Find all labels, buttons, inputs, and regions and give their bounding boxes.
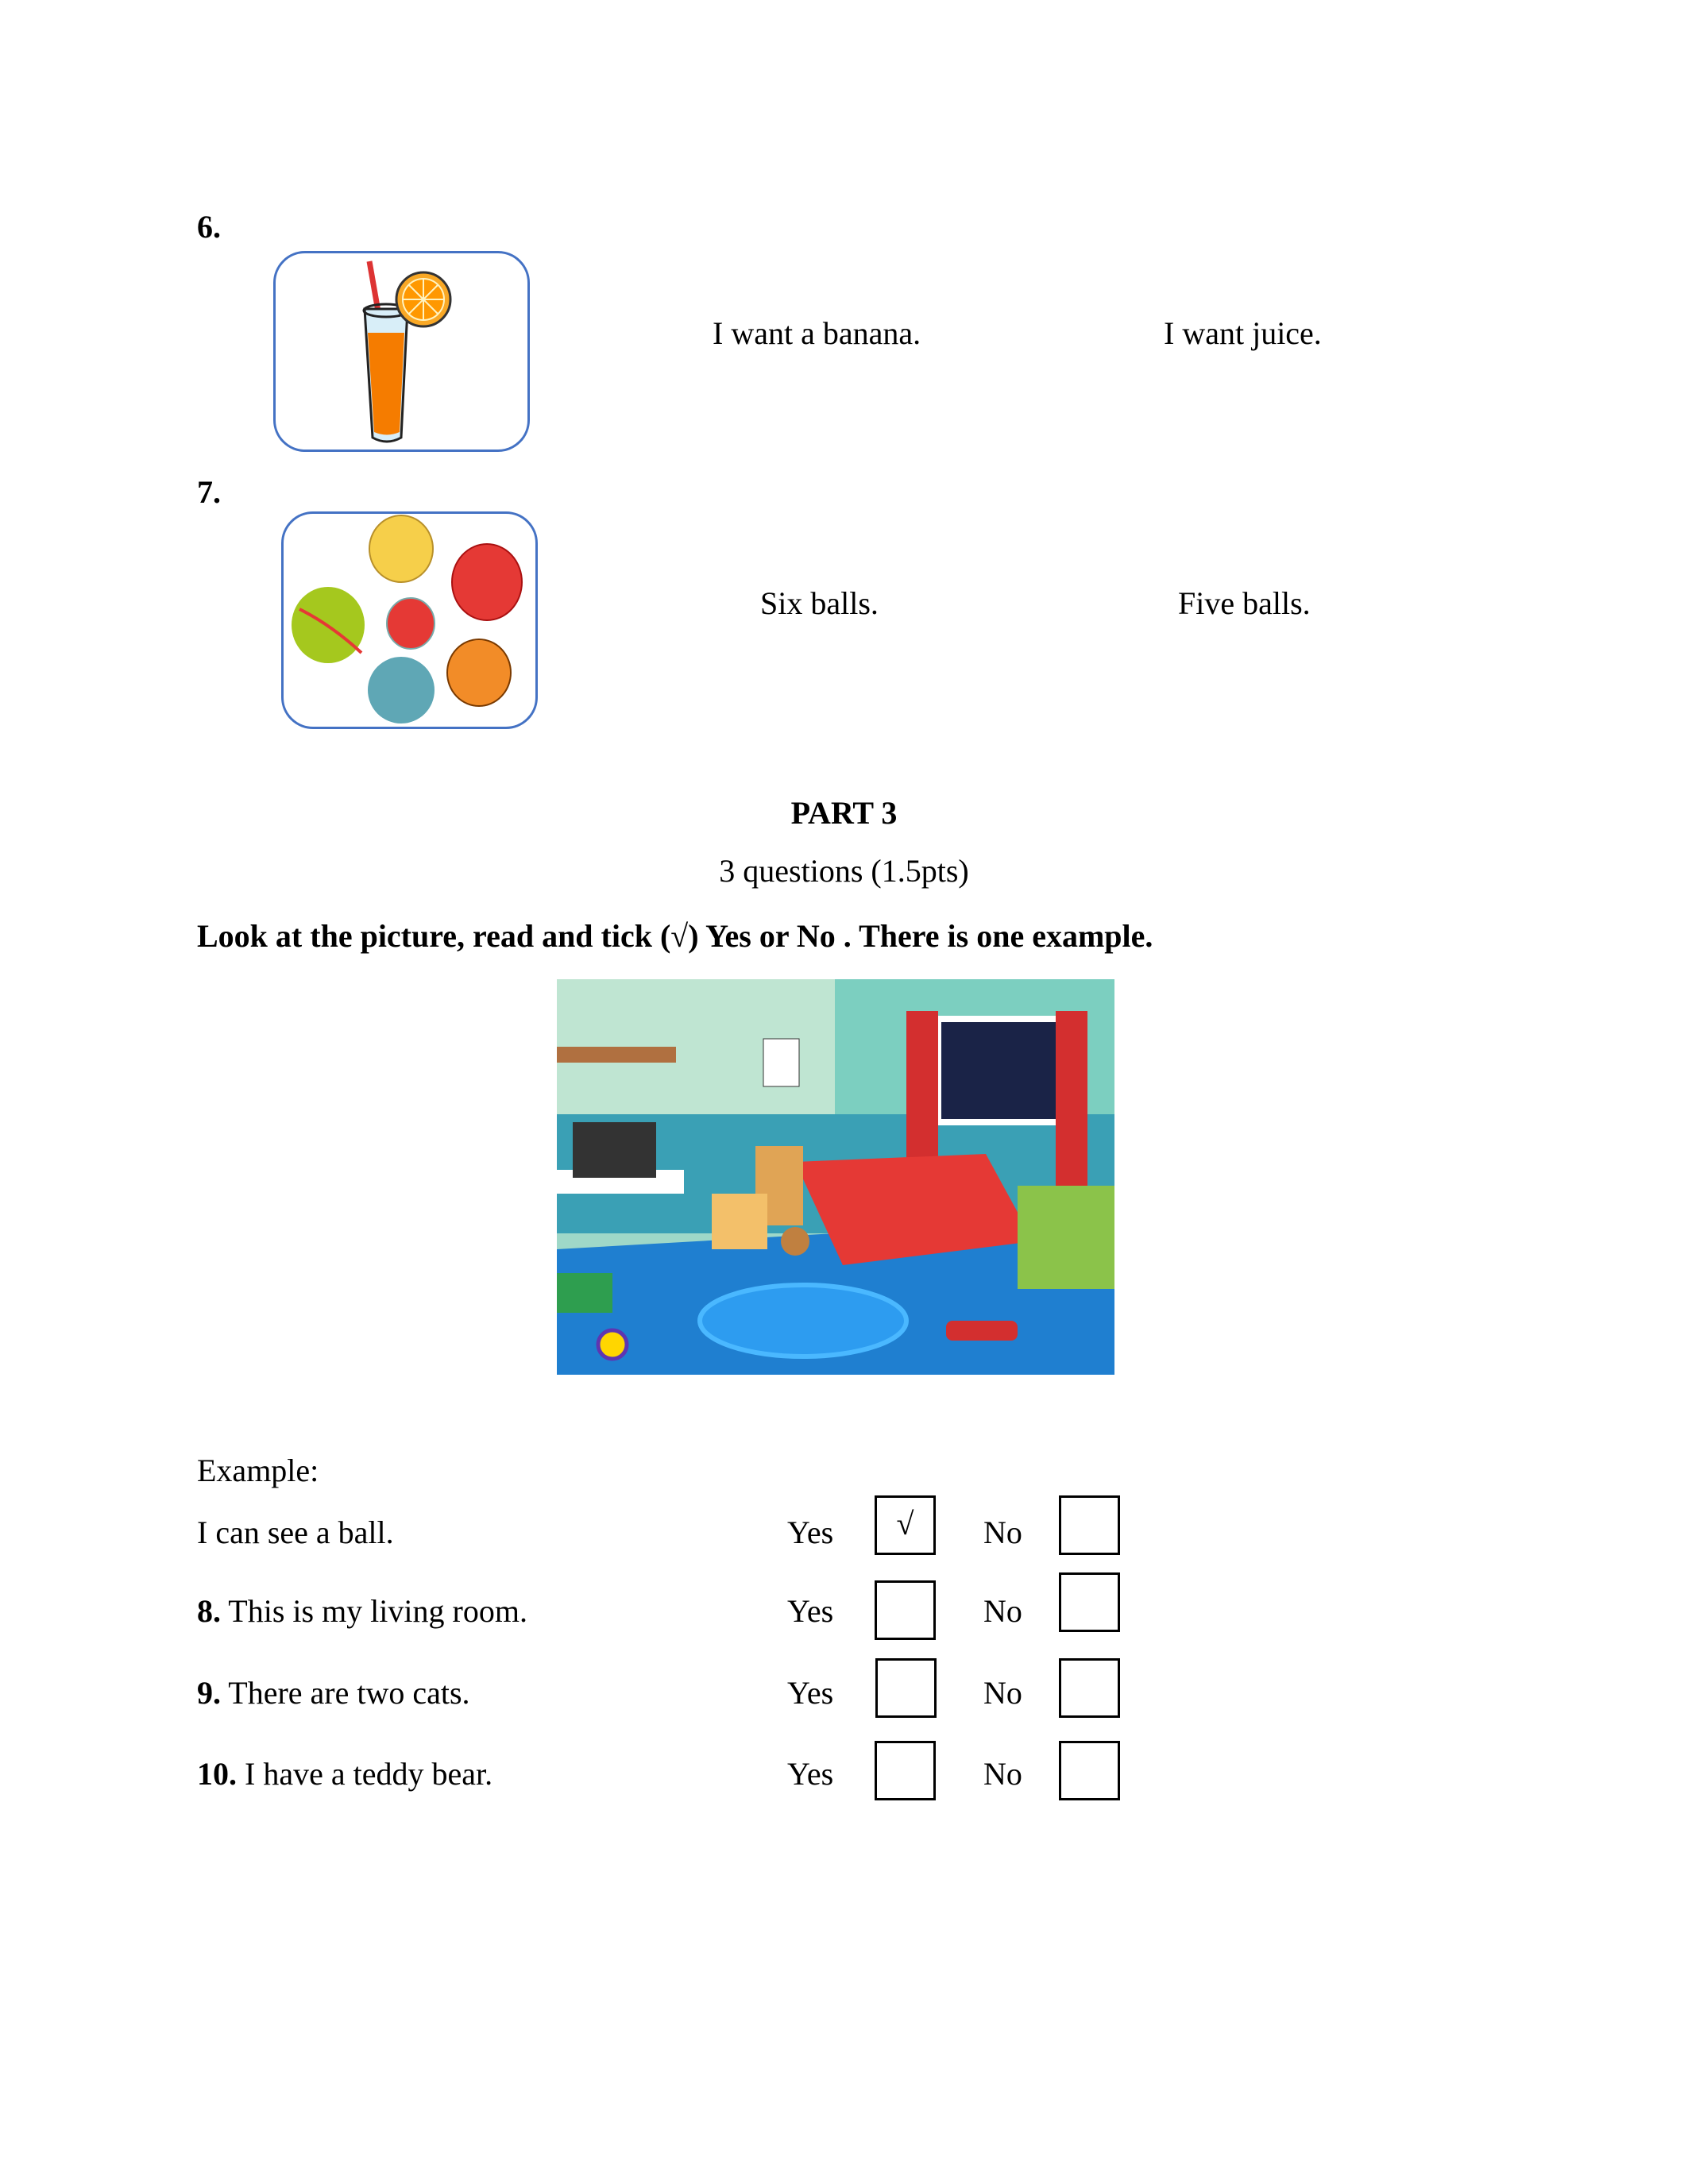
question-text (197, 1592, 527, 1630)
question-sentence: This is my living room. (221, 1593, 527, 1629)
option-7b[interactable]: Five balls. (1178, 585, 1311, 621)
yes-checkbox[interactable] (875, 1580, 936, 1640)
yes-label: Yes (787, 1675, 834, 1711)
question-text (197, 1514, 394, 1552)
example-label: Example: (197, 1453, 319, 1488)
no-label: No (983, 1756, 1022, 1792)
question-text (197, 1674, 470, 1712)
question-sentence: I have a teddy bear. (237, 1756, 493, 1792)
balls-icon (284, 514, 535, 727)
question-number-6: 6. (197, 209, 221, 245)
juice-picture-card (273, 251, 530, 452)
part3-instruction: Look at the picture, read and tick (√) Yes or No . There is one example. (197, 918, 1153, 954)
bedroom-illustration-icon (557, 979, 1114, 1375)
question-sentence: I can see a ball. (197, 1515, 394, 1550)
orange-juice-icon (276, 253, 527, 450)
no-label: No (983, 1515, 1022, 1550)
no-checkbox[interactable] (1059, 1658, 1120, 1718)
question-text (197, 1755, 492, 1793)
no-checkbox[interactable] (1059, 1572, 1120, 1632)
option-6b[interactable]: I want juice. (1164, 315, 1322, 351)
bedroom-picture (557, 979, 1114, 1375)
yes-label: Yes (787, 1593, 834, 1629)
yes-checkbox[interactable]: √ (875, 1495, 936, 1555)
yes-checkbox[interactable] (875, 1741, 936, 1800)
question-number-7: 7. (197, 474, 221, 510)
yes-label: Yes (787, 1515, 834, 1550)
no-label: No (983, 1593, 1022, 1629)
question-number: 8. (197, 1593, 221, 1629)
question-sentence: There are two cats. (221, 1675, 470, 1711)
yes-label: Yes (787, 1756, 834, 1792)
part3-subtitle: 3 questions (1.5pts) (719, 853, 969, 889)
part3-title: PART 3 (790, 795, 898, 831)
no-label: No (983, 1675, 1022, 1711)
option-7a[interactable]: Six balls. (760, 585, 879, 621)
yes-checkbox[interactable] (875, 1658, 937, 1718)
no-checkbox[interactable] (1059, 1495, 1120, 1555)
option-6a[interactable]: I want a banana. (713, 315, 921, 351)
no-checkbox[interactable] (1059, 1741, 1120, 1800)
question-number: 10. (197, 1756, 237, 1792)
balls-picture-card (281, 511, 538, 729)
question-number: 9. (197, 1675, 221, 1711)
